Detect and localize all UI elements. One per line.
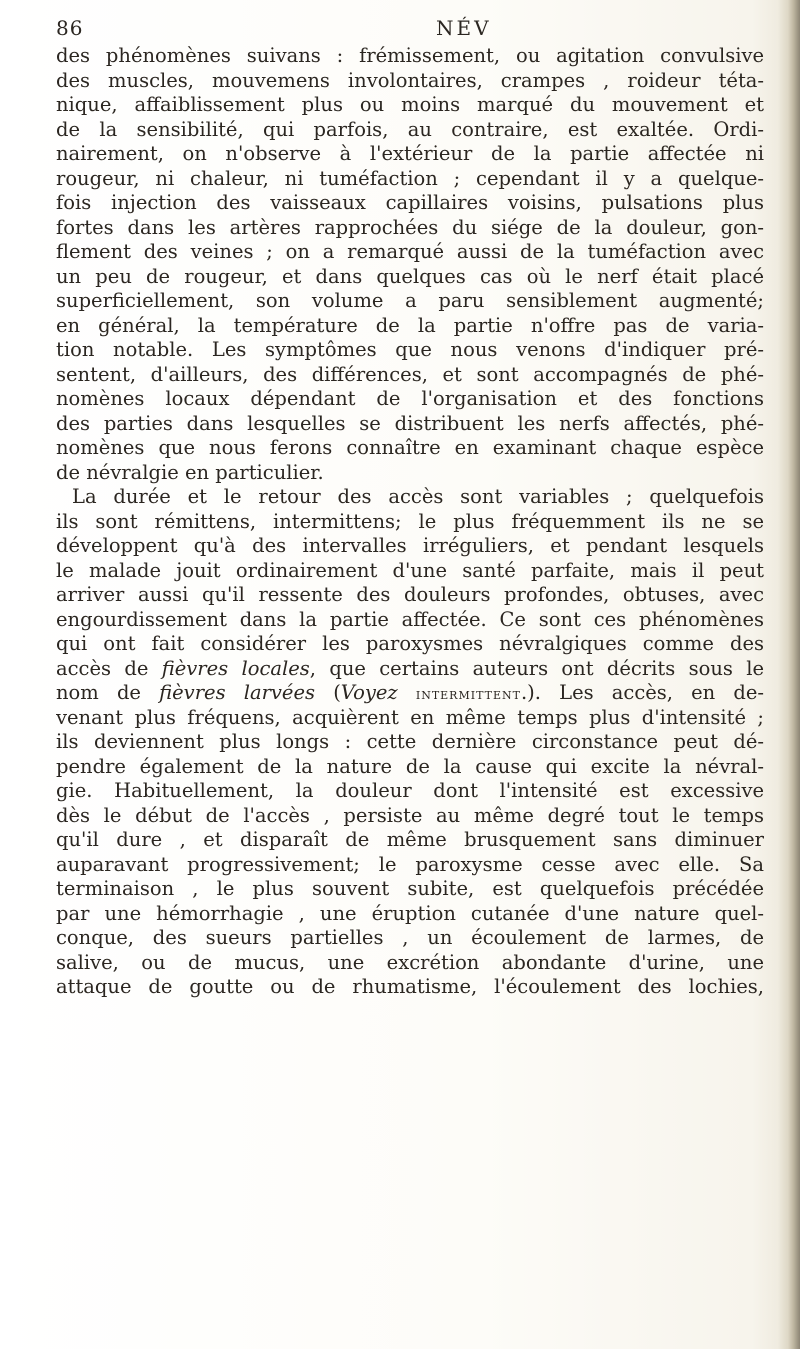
cross-reference-entry: intermittent bbox=[415, 684, 521, 703]
text-line: fois injection des vaisseaux capillaires voisins, pulsations plus bbox=[56, 191, 764, 214]
text-line: développent qu'à des intervalles irréguliers, et pendant lesquels bbox=[56, 534, 764, 557]
text-line: nairement, on n'observe à l'extérieur de la partie affectée ni bbox=[56, 142, 764, 165]
text-line: qui ont fait considérer les paroxysmes névralgiques comme des bbox=[56, 632, 764, 655]
text-line: engourdissement dans la partie affectée. Ce sont ces phénomènes bbox=[56, 607, 764, 631]
page-header bbox=[52, 12, 752, 42]
text-line: conque, des sueurs partielles , un écoulement de larmes, de bbox=[56, 926, 764, 949]
text-line: auparavant progressivement; le paroxysme cesse avec elle. Sa bbox=[56, 852, 764, 876]
text-line: en général, la température de la partie n'offre pas de varia- bbox=[56, 313, 764, 337]
text-line: salive, ou de mucus, une excrétion abondante d'urine, une bbox=[56, 950, 764, 974]
italic-term: fièvres locales bbox=[161, 656, 310, 680]
body-text bbox=[56, 44, 764, 1000]
text-segment: ( bbox=[315, 681, 341, 704]
text-line: dès le début de l'accès , persiste au même degré tout le temps bbox=[56, 803, 764, 827]
text-line: nomènes que nous ferons connaître en examinant chaque espèce bbox=[56, 436, 764, 459]
paragraph-start-line: La durée et le retour des accès sont variables ; quelquefois bbox=[72, 485, 764, 508]
text-line: sentent, d'ailleurs, des différences, et sont accompagnés de phé- bbox=[56, 362, 764, 386]
text-line: qu'il dure , et disparaît de même brusquement sans diminuer bbox=[56, 828, 764, 851]
running-head: NÉV bbox=[436, 16, 492, 40]
text-segment: .). Les accès, en de- bbox=[520, 681, 764, 704]
text-line: fortes dans les artères rapprochées du siége de la douleur, gon- bbox=[56, 215, 764, 239]
text-segment bbox=[398, 681, 416, 704]
text-line: arriver aussi qu'il ressente des douleurs profondes, obtuses, avec bbox=[56, 583, 764, 606]
text-line: nique, affaiblissement plus ou moins marqué du mouvement et bbox=[56, 93, 764, 116]
paragraph-end-line: de névralgie en particulier. bbox=[56, 460, 324, 484]
text-line: le malade jouit ordinairement d'une santé parfaite, mais il peut bbox=[56, 558, 764, 582]
text-line: ils sont rémittens, intermittens; le plus fréquemment ils ne se bbox=[56, 509, 764, 533]
text-line: des muscles, mouvemens involontaires, crampes , roideur téta- bbox=[56, 68, 764, 92]
page-number: 86 bbox=[56, 16, 84, 40]
text-line: tion notable. Les symptômes que nous venons d'indiquer pré- bbox=[56, 338, 764, 361]
text-segment: , que certains auteurs ont décrits sous le bbox=[309, 656, 764, 680]
text-line: terminaison , le plus souvent subite, est quelquefois précédée bbox=[56, 877, 764, 900]
text-line: flement des veines ; on a remarqué aussi de la tuméfaction avec bbox=[56, 240, 764, 263]
text-line: ils deviennent plus longs : cette dernière circonstance peut dé- bbox=[56, 730, 764, 753]
text-line: un peu de rougeur, et dans quelques cas où le nerf était placé bbox=[56, 264, 764, 288]
text-line: superficiellement, son volume a paru sensiblement augmenté; bbox=[56, 289, 764, 312]
text-line-with-italic bbox=[56, 657, 764, 682]
text-segment: nom de bbox=[56, 681, 160, 704]
text-line: nomènes locaux dépendant de l'organisation et des fonctions bbox=[56, 387, 764, 410]
text-line: venant plus fréquens, acquièrent en même temps plus d'intensité ; bbox=[56, 705, 764, 729]
text-line: pendre également de la nature de la cause qui excite la névral- bbox=[56, 754, 764, 778]
text-segment: accès de bbox=[56, 656, 162, 680]
text-line: par une hémorrhagie , une éruption cutanée d'une nature quel- bbox=[56, 901, 764, 925]
page-edge-shadow bbox=[778, 0, 800, 1349]
text-line: gie. Habituellement, la douleur dont l'intensité est excessive bbox=[56, 779, 764, 802]
text-line-with-cross-reference bbox=[56, 681, 764, 706]
text-line: des phénomènes suivans : frémissement, ou agitation convulsive bbox=[56, 44, 764, 67]
text-line: des parties dans lesquelles se distribuent les nerfs affectés, phé- bbox=[56, 411, 764, 435]
italic-term: fièvres larvées bbox=[159, 681, 316, 704]
cross-reference-voyez: Voyez bbox=[340, 681, 398, 704]
text-line: rougeur, ni chaleur, ni tuméfaction ; cependant il y a quelque- bbox=[56, 166, 764, 190]
text-line: de la sensibilité, qui parfois, au contraire, est exaltée. Ordi- bbox=[56, 117, 764, 141]
text-line: attaque de goutte ou de rhumatisme, l'écoulement des lochies, bbox=[56, 975, 764, 998]
